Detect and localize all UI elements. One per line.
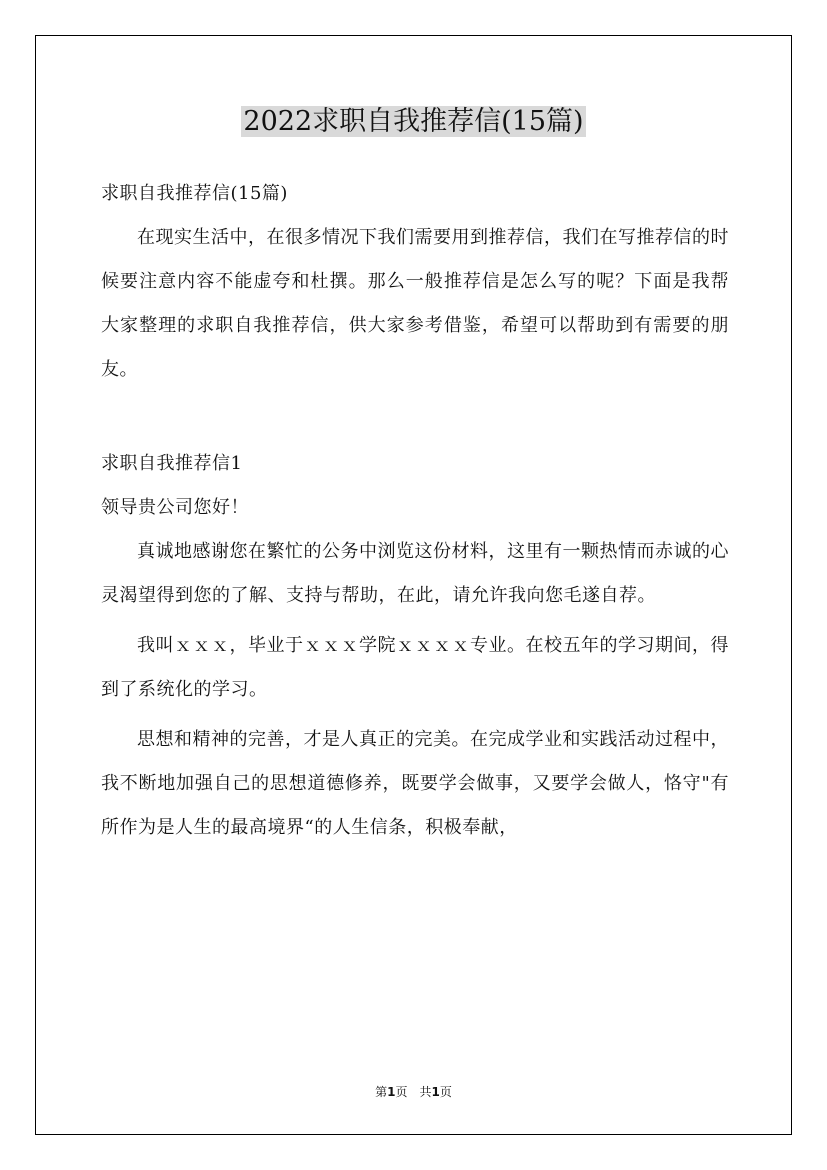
letter-paragraph: 真诚地感谢您在繁忙的公务中浏览这份材料，这里有一颗热情而赤诚的心灵渴望得到您的了解、支持与帮助，在此，请允许我向您毛遂自荐。 [101,541,729,606]
document-subtitle: 求职自我推荐信(15篇) [101,183,288,204]
intro-paragraph: 在现实生活中，在很多情况下我们需要用到推荐信，我们在写推荐信的时候要注意内容不能虚夸和杜撰。那么一般推荐信是怎么写的呢？下面是我帮大家整理的求职自我推荐信，供大家参考借鉴，希望可以帮助到有需要的朋友。 [101,227,729,380]
letter-paragraph: 思想和精神的完善，才是人真正的完美。在完成学业和实践活动过程中，我不断地加强自己的思想道德修养，既要学会做事，又要学会做人，恪守"有所作为是人生的最高境界“的人生信条，积极奉献， [101,729,729,838]
page-label-prefix: 第 [375,1085,388,1099]
letter-greeting: 领导贵公司您好！ [101,497,249,518]
page-footer [0,1083,827,1100]
section-heading: 求职自我推荐信1 [101,453,243,474]
document-title [0,102,827,142]
page-label-suffix: 页 [439,1085,452,1099]
section-spacer [101,398,729,442]
page-total: 1 [431,1085,440,1099]
letter-paragraph: 我叫ｘｘｘ，毕业于ｘｘｘ学院ｘｘｘｘ专业。在校五年的学习期间，得到了系统化的学习。 [101,635,729,700]
page-label-mid: 页 共 [395,1085,432,1099]
page-number: 1 [387,1085,396,1099]
document-body [101,172,729,850]
document-title-text: 2022求职自我推荐信(15篇) [243,106,584,137]
